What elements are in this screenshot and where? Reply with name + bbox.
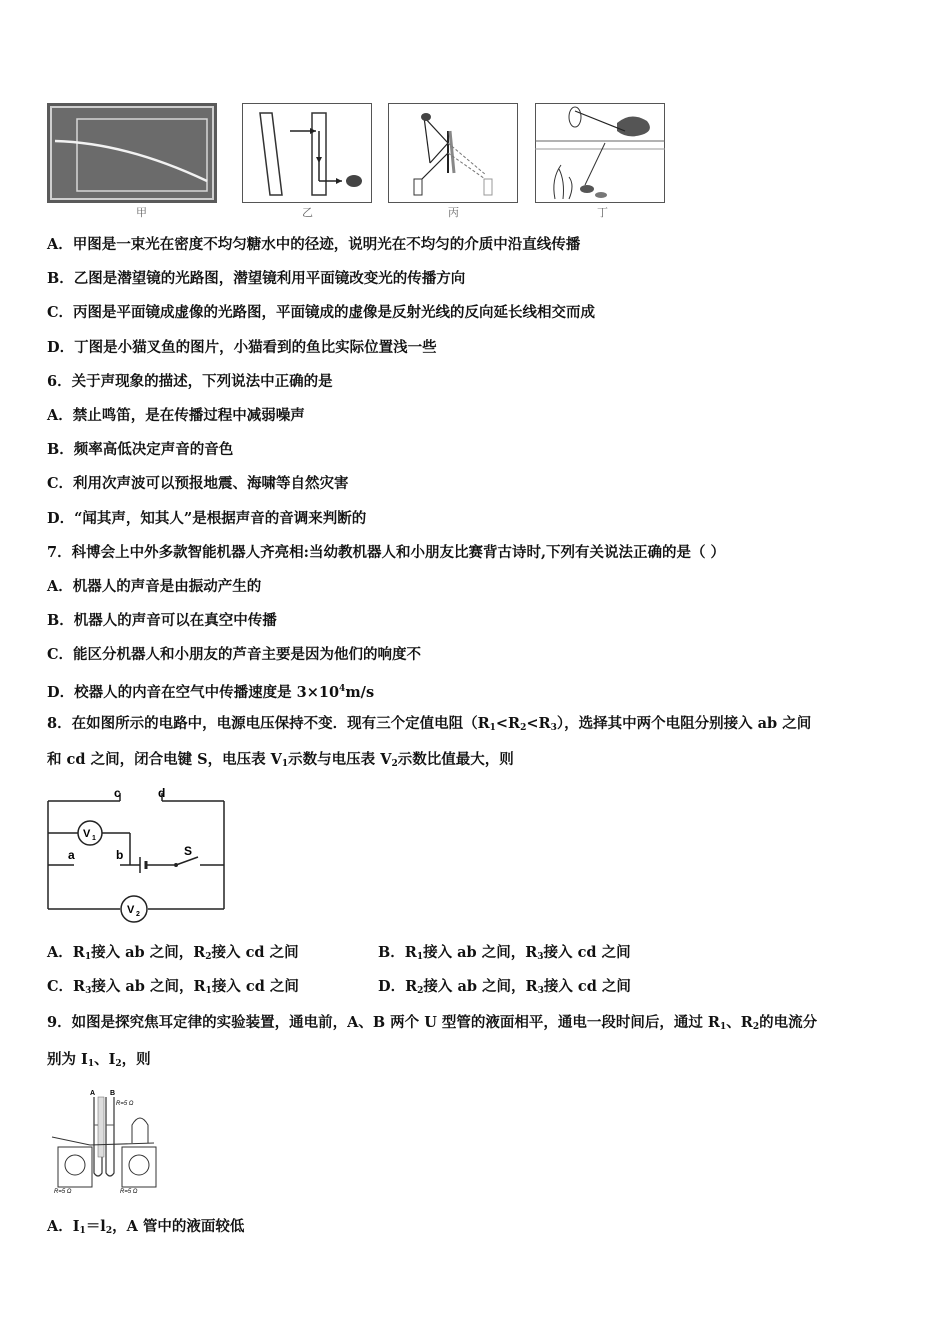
cat-catching-fish-image <box>535 103 665 203</box>
q7-option-a: A．机器人的声音是由振动产生的 <box>47 578 262 595</box>
q8-option-d: D．$R_2$接入 ab 之间，$R_3$接入 cd 之间 <box>378 978 631 996</box>
caption-ding: 丁 <box>597 206 608 219</box>
q8-option-a: A．$R_1$接入 ab 之间，$R_2$接入 cd 之间 <box>47 944 299 962</box>
caption-yi: 乙 <box>302 206 313 219</box>
figure-ding <box>535 103 665 203</box>
q7-stem: 7．科博会上中外多款智能机器人齐亮相:当幼教机器人和小朋友比赛背古诗时,下列有关说法正确的是（ ） <box>47 544 726 561</box>
svg-text:2: 2 <box>136 911 140 918</box>
q8-stem-line2: 和 cd 之间，闭合电键 S，电压表 $V_1$示数与电压表 $V_2$示数比值最大，则 <box>47 751 514 769</box>
joule-svg <box>50 1085 160 1195</box>
label-b: b <box>116 848 124 862</box>
q6-option-d: D．“闻其声，知其人”是根据声音的音调来判断的 <box>47 510 367 527</box>
q6-stem: 6．关于声现象的描述，下列说法中正确的是 <box>47 373 333 390</box>
svg-text:1: 1 <box>92 835 96 842</box>
svg-text:R=5 Ω: R=5 Ω <box>116 1101 134 1107</box>
q6-option-a: A．禁止鸣笛，是在传播过程中减弱噪声 <box>47 407 305 424</box>
label-c: c <box>114 786 121 800</box>
circuit-svg <box>44 785 234 930</box>
caption-bing: 丙 <box>448 206 459 219</box>
svg-text:A: A <box>90 1090 96 1097</box>
svg-text:V: V <box>83 828 91 840</box>
glass-tank-sugar-water-image <box>47 103 217 203</box>
label-d: d <box>158 786 166 800</box>
q5-option-b: B．乙图是潜望镜的光路图，潜望镜利用平面镜改变光的传播方向 <box>47 270 466 287</box>
label-a: a <box>68 848 75 862</box>
periscope-diagram <box>242 103 372 203</box>
caption-jia: 甲 <box>136 206 147 219</box>
plane-mirror-diagram <box>388 103 518 203</box>
figure-bing <box>388 103 518 203</box>
svg-text:B: B <box>110 1090 116 1097</box>
label-s: S <box>184 844 193 858</box>
q6-option-b: B．频率高低决定声音的音色 <box>47 441 234 458</box>
figure-jia <box>47 103 217 203</box>
svg-text:V: V <box>127 904 135 916</box>
q9-joule-apparatus <box>50 1085 160 1195</box>
svg-text:R=5 Ω: R=5 Ω <box>120 1189 138 1195</box>
q5-option-d: D．丁图是小猫叉鱼的图片，小猫看到的鱼比实际位置浅一些 <box>47 339 437 356</box>
switch-s <box>176 857 198 865</box>
q9-stem-line2: 别为 $I_1$、$I_2$，则 <box>47 1051 151 1069</box>
q9-option-a: A．$I_1=l_2$，A 管中的液面较低 <box>47 1218 245 1236</box>
q5-option-c: C．丙图是平面镜成虚像的光路图，平面镜成的虚像是反射光线的反向延长线相交而成 <box>47 304 596 321</box>
q8-circuit-diagram <box>44 785 234 930</box>
q8-stem-line1: 8．在如图所示的电路中，电源电压保持不变．现有三个定值电阻$(R_1<R_2<R_3)$，选择其中两个电阻分别接入 ab 之间 <box>47 715 812 733</box>
q7-option-c: C．能区分机器人和小朋友的芦音主要是因为他们的响度不 <box>47 646 422 663</box>
q5-option-a: A．甲图是一束光在密度不均匀糖水中的径迹，说明光在不均匀的介质中沿直线传播 <box>47 236 581 253</box>
q7-option-b: B．机器人的声音可以在真空中传播 <box>47 612 277 629</box>
figure-yi <box>242 103 372 203</box>
q8-option-b: B．$R_1$接入 ab 之间，$R_3$接入 cd 之间 <box>378 944 631 962</box>
q8-option-c: C．$R_3$接入 ab 之间，$R_1$接入 cd 之间 <box>47 978 299 996</box>
q6-option-c: C．利用次声波可以预报地震、海啸等自然灾害 <box>47 475 349 492</box>
q9-stem-line1: 9．如图是探究焦耳定律的实验装置，通电前，A、B 两个 U 型管的液面相平，通电一段时间后，通过 $R_1$、$R_2$的电流分 <box>47 1014 818 1032</box>
svg-text:R=5 Ω: R=5 Ω <box>54 1189 72 1195</box>
q7-option-d: D．校器人的内音在空气中传播速度是 $3\times 10^4m/s$ <box>47 683 375 701</box>
